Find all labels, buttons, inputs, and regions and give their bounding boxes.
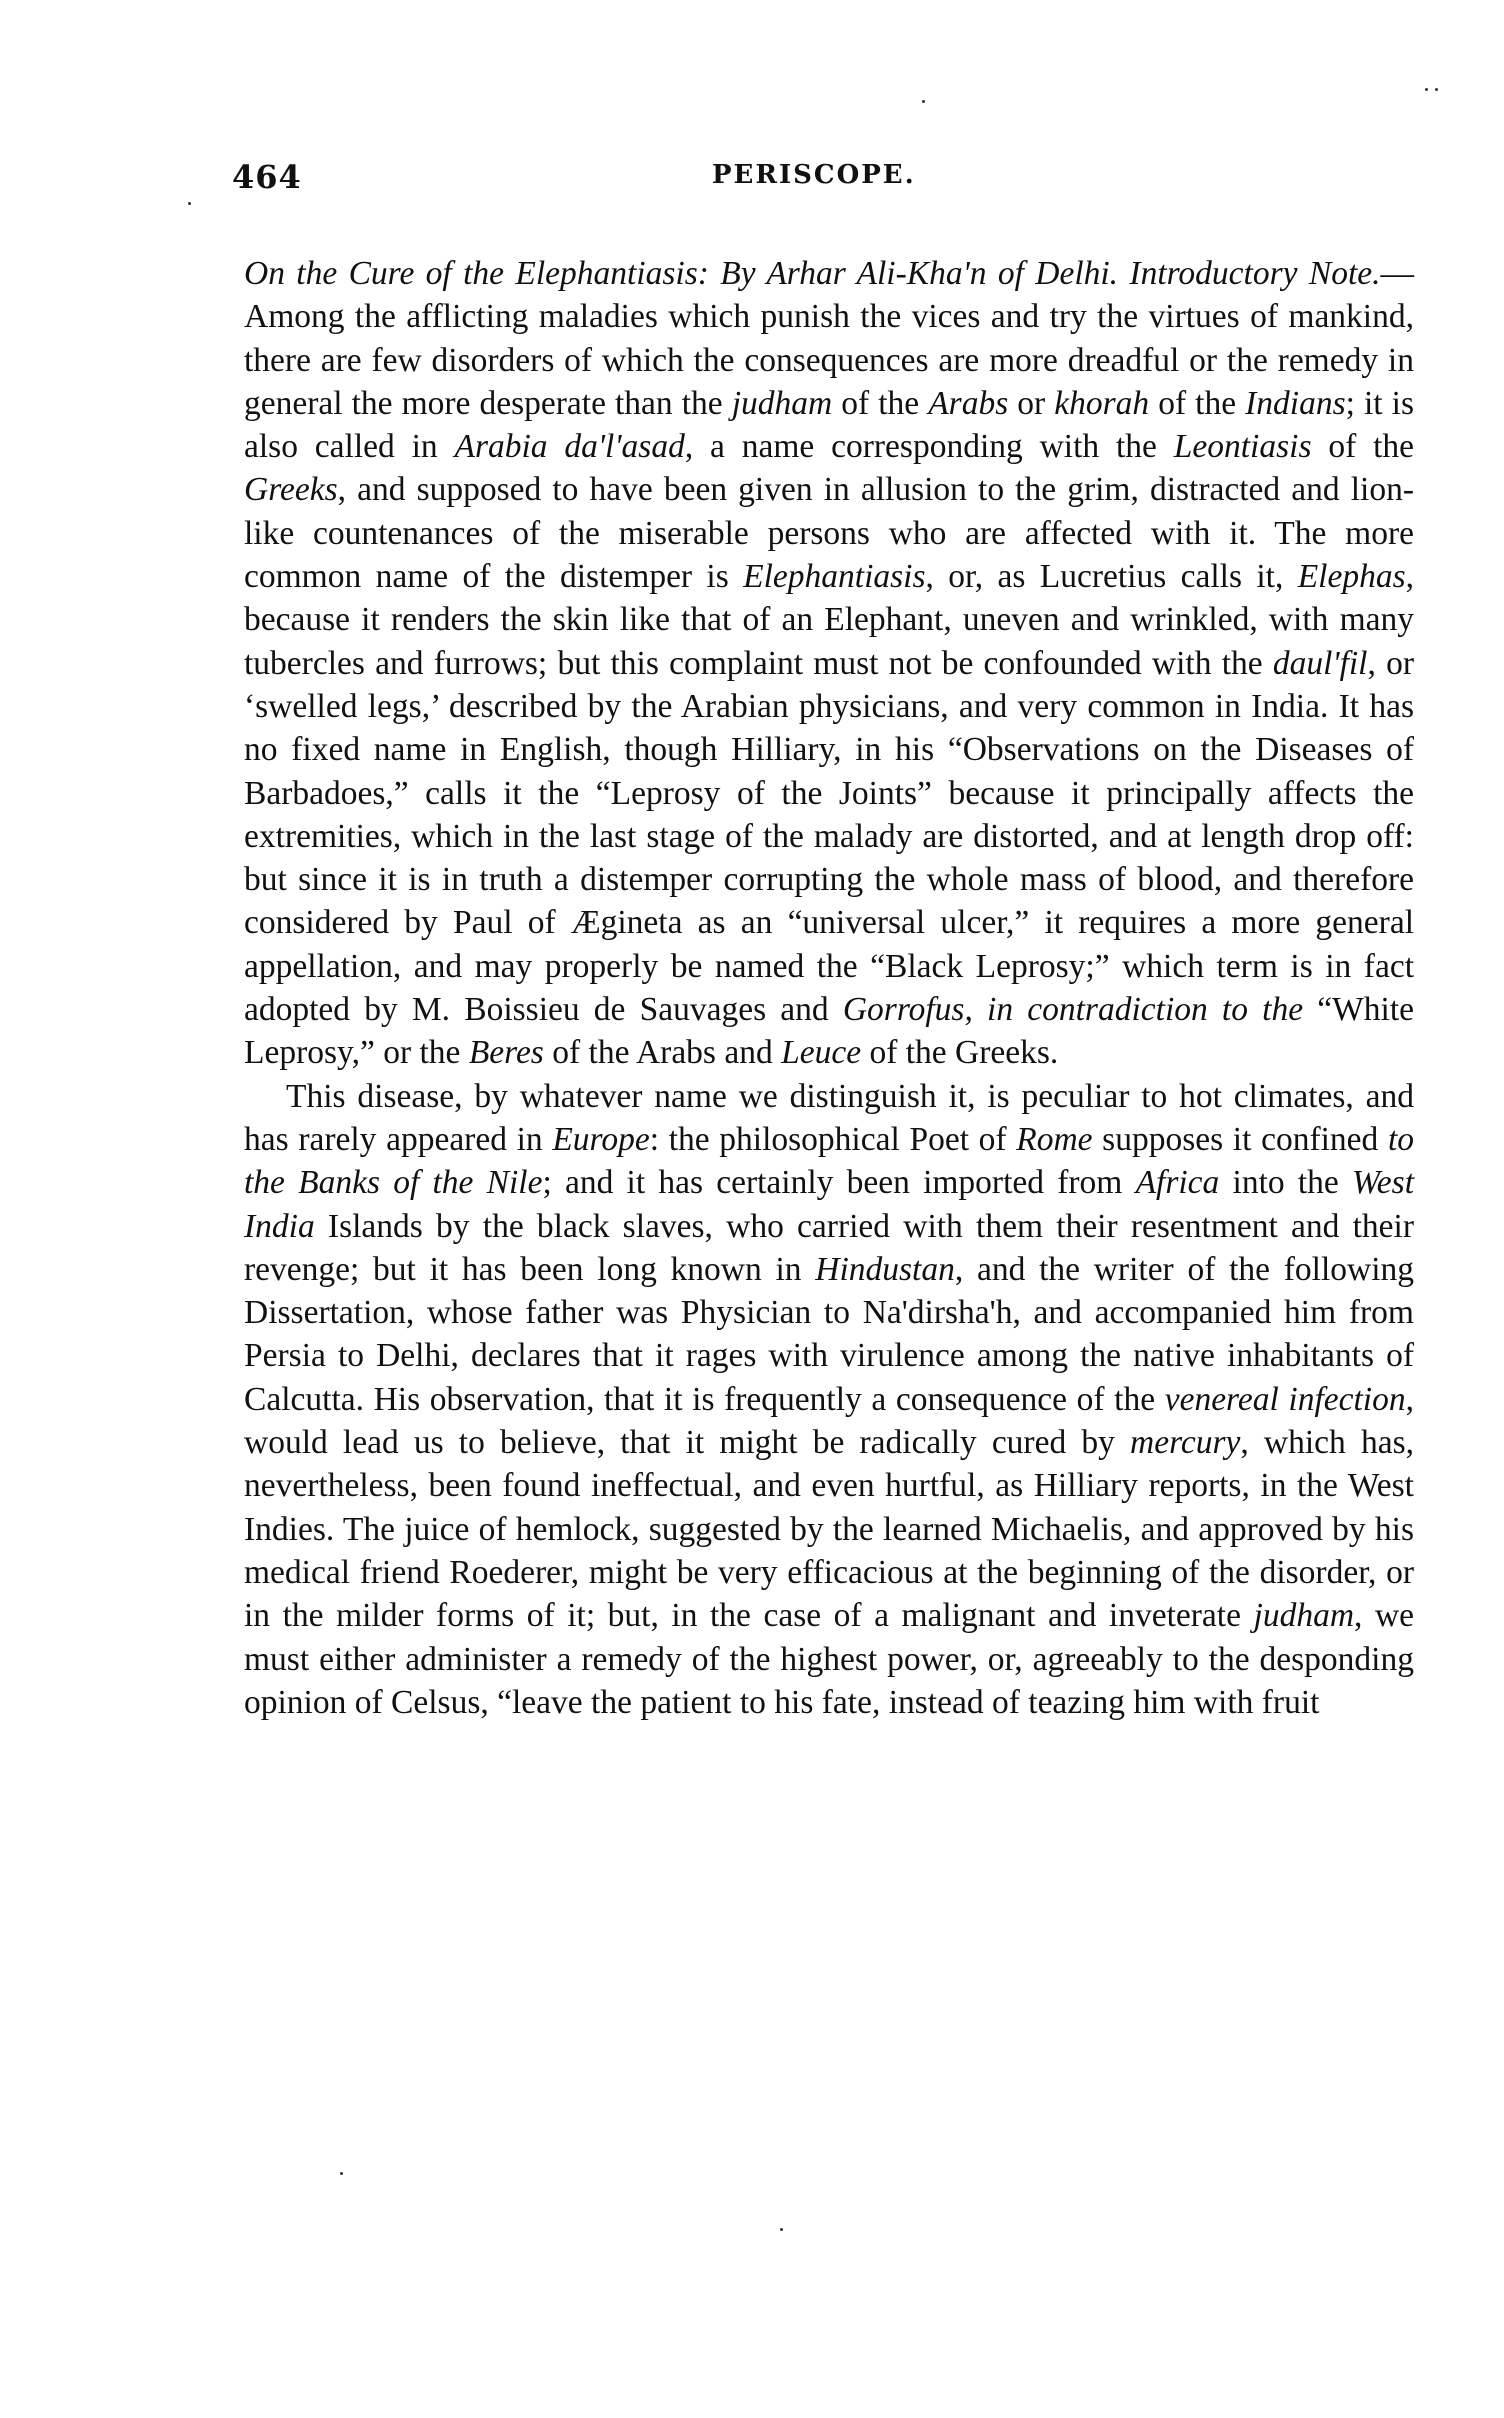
- text-run: , or ‘swelled legs,’ described by the Arabian physicians, and very common in India. It has no fixed name in English, though Hilliary, in his “Observations on the Diseases of Barbadoes,” calls it the “Leprosy of the Joints” because it principally affects the extremities, which in the last stage of the malady are distorted, and at length drop off: but since it is in truth a distemper corrupting the whole mass of blood, and therefore considered by Paul of Ægineta as an “universal ulcer,” it requires a more general appellation, and may properly be named the “Black Leprosy;” which term is in fact adopted by M. Boissieu de Sauvages and: [244, 644, 1415, 1029]
- italic-term: Indians: [1245, 384, 1346, 422]
- text-run: of the: [832, 384, 929, 422]
- text-run: , would lead us to believe, that it might be radically cured by: [244, 1380, 1414, 1462]
- italic-term: judham: [731, 384, 833, 422]
- italic-term: mercury: [1130, 1424, 1241, 1462]
- italic-term: Beres: [468, 1034, 544, 1072]
- text-run: , and supposed to have been given in allusion to the grim, distracted and lion-like countenances of the miserable persons who are affected with it. The more common name of the distemper is: [244, 471, 1414, 596]
- italic-term: Arabs: [928, 384, 1009, 422]
- print-speck: [1435, 88, 1438, 91]
- text-run: , a name corresponding with the: [684, 428, 1174, 466]
- paragraph-1: [244, 252, 1414, 1075]
- italic-term: judham: [1253, 1597, 1355, 1635]
- paragraph-2: [244, 1075, 1414, 1724]
- text-run: , because it renders the skin like that of an Elephant, uneven and wrinkled, with many tubercles and furrows; but this complaint must not be confounded with the: [244, 558, 1414, 682]
- print-speck: [340, 2172, 343, 2175]
- text-run: or: [1008, 384, 1055, 422]
- italic-term: khorah: [1054, 384, 1150, 422]
- text-run: : the philosophical Poet of: [649, 1120, 1017, 1158]
- running-head: [232, 158, 1402, 208]
- text-run: , which has, nevertheless, been found ineffectual, and even hurtful, as Hilliary reports, in the West Indies. The juice of hemlock, suggested by the learned Michaelis, and approved by his medical friend Roederer, might be very efficacious at the beginning of the disorder, or in the milder forms of it; but, in the case of a malignant and inveterate: [244, 1424, 1414, 1635]
- italic-term: daul'fil: [1272, 644, 1368, 682]
- italic-term: Europe: [552, 1120, 650, 1158]
- page-number: 464: [232, 158, 302, 196]
- text-run: ; and it has certainly been imported from: [542, 1164, 1136, 1202]
- text-run: This disease, by whatever name we distinguish it, is peculiar to hot climates, and has rarely appeared in: [244, 1077, 1414, 1158]
- text-run: supposes it confined: [1092, 1120, 1388, 1158]
- running-title: PERISCOPE.: [712, 160, 916, 190]
- italic-term: Rome: [1016, 1120, 1093, 1158]
- italic-term: Gorrofus, in contradiction to the: [842, 991, 1304, 1029]
- text-run: —Among the afflicting maladies which punish the vices and try the virtues of mankind, there are few disorders of which the consequences are more dreadful or the remedy in general the more desperate than the: [244, 255, 1414, 422]
- italic-term: venereal infection: [1164, 1380, 1406, 1418]
- italic-term: Greeks: [244, 471, 338, 509]
- text-run: of the: [1311, 428, 1414, 466]
- text-run: , and the writer of the following Dissertation, whose father was Physician to Na'dirsha'h, and accompanied him from Persia to Delhi, declares that it rages with virulence among the native inhabitants of Calcutta. His observation, that it is frequently a consequence of the: [244, 1250, 1414, 1418]
- text-run: Islands by the black slaves, who carried with them their resentment and their revenge; but it has been long known in: [244, 1207, 1414, 1288]
- text-run: ; it is also called in: [244, 384, 1415, 466]
- article-body: [244, 252, 1414, 1724]
- italic-term: Elephas: [1297, 558, 1406, 596]
- text-run: “White Leprosy,” or the: [244, 991, 1414, 1072]
- italic-term: Africa: [1135, 1164, 1220, 1202]
- print-speck: [780, 2228, 783, 2231]
- article-heading: On the Cure of the Elephantiasis: By Arhar Ali-Kha'n of Delhi. Introductory Note.: [244, 255, 1381, 292]
- text-run: of the Greeks.: [861, 1034, 1059, 1072]
- text-run: into the: [1219, 1164, 1352, 1202]
- text-run: , or, as Lucretius calls it,: [925, 558, 1298, 596]
- italic-term: to the Banks of the Nile: [244, 1120, 1415, 1202]
- print-speck: [188, 202, 191, 205]
- italic-term: Leuce: [781, 1034, 862, 1072]
- italic-term: Elephantiasis: [743, 558, 926, 596]
- print-speck: [922, 100, 925, 103]
- italic-term: Arabia da'l'asad: [454, 428, 685, 466]
- print-speck: [1425, 88, 1428, 91]
- italic-term: West India: [244, 1164, 1415, 1245]
- italic-term: Leontiasis: [1173, 428, 1312, 466]
- text-run: of the Arabs and: [543, 1034, 782, 1072]
- italic-term: Hindustan: [815, 1250, 955, 1288]
- text-run: of the: [1149, 384, 1246, 422]
- text-run: , we must either administer a remedy of the highest power, or, agreeably to the desponding opinion of Celsus, “leave the patient to his fate, instead of teazing him with fruit: [244, 1597, 1415, 1721]
